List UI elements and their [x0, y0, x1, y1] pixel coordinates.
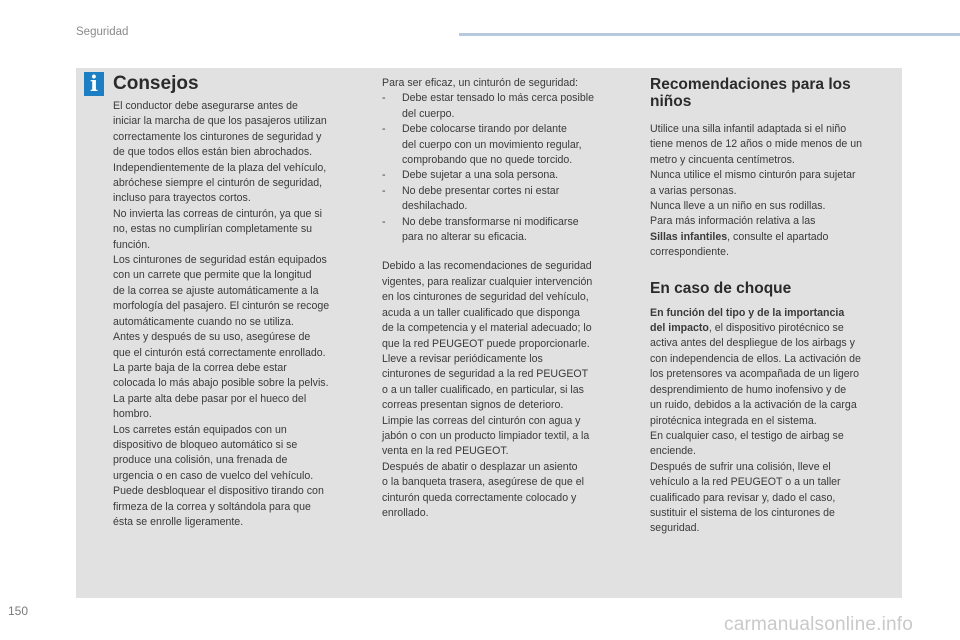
text-line: sustituir el sistema de los cinturones de — [650, 506, 835, 519]
eficaz-intro: Para ser eficaz, un cinturón de seguridad: — [382, 77, 579, 89]
cross-reference — [650, 230, 902, 245]
text-line: firmeza de la correa y soltándola para que — [113, 500, 311, 513]
text-line: cualificado para revisar y, dado el caso, — [650, 491, 836, 504]
text-line: correas presentan signos de deterioro. — [382, 399, 564, 412]
text-line: que el cinturón está correctamente enrollado. — [113, 346, 326, 359]
text-line: con un carrete que permite que la longitud — [113, 269, 312, 282]
text-line: de que todos ellos están bien abrochados. — [113, 146, 313, 159]
text-line: morfología del pasajero. El cinturón se recoge — [113, 300, 330, 313]
text-line: abróchese siempre el cinturón de seguridad, — [113, 177, 323, 190]
text-line — [650, 321, 902, 336]
text-line: enrollado. — [382, 506, 429, 519]
bold-text: del impacto — [650, 322, 709, 335]
sillas-infantiles-reference: Sillas infantiles — [650, 230, 728, 243]
text-line: Limpie las correas del cinturón con agua y — [382, 414, 581, 427]
text-line: No debe presentar cortes ni estar — [402, 184, 560, 197]
text-line: pirotécnica integrada en el sistema. — [650, 414, 817, 427]
list-item — [382, 184, 632, 215]
text-line: Debe sujetar a una sola persona. — [402, 169, 559, 182]
dash-bullet: - — [382, 169, 386, 182]
text-line: enciende. — [650, 445, 696, 458]
text-line: cinturón queda correctamente colocado y — [382, 491, 577, 504]
text-line: deshilachado. — [402, 200, 468, 213]
text-line: los pretensores va acompañada de un ligero — [650, 368, 860, 381]
text-line: en los cinturones de seguridad del vehículo, — [382, 291, 589, 304]
text-line: Lleve a revisar periódicamente los — [382, 352, 543, 365]
list-item — [382, 168, 632, 183]
text-line: urgencia o en caso de vuelco del vehículo. — [113, 469, 314, 482]
text-line: que la red PEUGEOT puede proporcionarle. — [382, 337, 590, 350]
dash-bullet: - — [382, 92, 386, 105]
text-line: función. — [113, 238, 151, 251]
ninos-title-line: Recomendaciones para los — [650, 76, 851, 93]
text-line: Los carretes están equipados con un — [113, 423, 287, 436]
ninos-title — [650, 76, 902, 110]
choque-title: En caso de choque — [650, 279, 792, 297]
text-line: Para más información relativa a las — [650, 215, 816, 228]
section-header: Seguridad — [76, 26, 129, 38]
ninos-choque-body — [650, 76, 902, 537]
text-line: desprendimiento de humo inofensivo y de — [650, 383, 847, 396]
text-line: Debe estar tensado lo más cerca posible — [402, 92, 594, 105]
text-line: o a un taller cualificado, en particular, si las — [382, 383, 584, 396]
text-line: hombro. — [113, 408, 152, 421]
text-line: vigentes, para realizar cualquier intervención — [382, 275, 593, 288]
text-line: Nunca lleve a un niño en sus rodillas. — [650, 200, 826, 213]
text-line: o la banqueta trasera, asegúrese de que el — [382, 476, 585, 489]
text-line: En cualquier caso, el testigo de airbag se — [650, 429, 844, 442]
text-line: Después de sufrir una colisión, lleve el — [650, 460, 831, 473]
text-line: automáticamente cuando no se utiliza. — [113, 315, 294, 328]
text-line: No debe transformarse ni modificarse — [402, 215, 579, 228]
ninos-title-line: niños — [650, 93, 692, 110]
text-line: comprobando que no quede torcido. — [402, 154, 573, 167]
text-line: colocada lo más abajo posible sobre la pelvis. — [113, 377, 329, 390]
text-line: activa antes del despliegue de los airbags y — [650, 337, 855, 350]
dash-bullet: - — [382, 215, 386, 228]
eficaz-body — [382, 76, 632, 521]
text-line: no, estas no cumplirían completamente su — [113, 223, 313, 236]
text-line: jabón o con un producto limpiador textil, a la — [382, 429, 590, 442]
text-line: Los cinturones de seguridad están equipados — [113, 254, 327, 267]
text-line — [650, 306, 902, 321]
dash-bullet: - — [382, 123, 386, 136]
text-line: tiene menos de 12 años o mide menos de un — [650, 138, 863, 151]
consejos-title: Consejos — [113, 73, 199, 94]
text-line: Antes y después de su uso, asegúrese de — [113, 331, 311, 344]
text-line: incluso para trayectos cortos. — [113, 192, 251, 205]
page-number: 150 — [8, 604, 29, 618]
text-line: vehículo a la red PEUGEOT o a un taller — [650, 476, 841, 489]
header-divider-bar — [459, 33, 960, 36]
text-line: Después de abatir o desplazar un asiento — [382, 460, 578, 473]
text-line: acuda a un taller cualificado que disponga — [382, 306, 580, 319]
text-line: metro y cincuenta centímetros. — [650, 153, 795, 166]
text-line: venta en la red PEUGEOT. — [382, 445, 509, 458]
text-line: con independencia de ellos. La activación de — [650, 352, 861, 365]
info-icon: i — [84, 72, 104, 96]
text-line: dispositivo de bloqueo automático si se — [113, 438, 298, 451]
bold-text: En función del tipo y de la importancia — [650, 306, 845, 319]
text-line: seguridad. — [650, 522, 700, 535]
dash-bullet: - — [382, 184, 386, 197]
text-line: correctamente los cinturones de seguridad y — [113, 130, 322, 143]
text-line: Nunca utilice el mismo cinturón para sujetar — [650, 169, 856, 182]
list-item — [382, 122, 632, 168]
text-line: La parte baja de la correa debe estar — [113, 361, 287, 374]
text-line: a varias personas. — [650, 184, 737, 197]
text-line: No invierta las correas de cinturón, ya que si — [113, 207, 323, 220]
text-line: iniciar la marcha de que los pasajeros utilizan — [113, 115, 327, 128]
text-line: para no alterar su eficacia. — [402, 231, 527, 244]
text-line: produce una colisión, una frenada de — [113, 454, 288, 467]
text-line: correspondiente. — [650, 246, 729, 259]
text-line: ésta se enrolle ligeramente. — [113, 515, 244, 528]
text-line: de la correa se ajuste automáticamente a la — [113, 284, 319, 297]
text-line: del cuerpo. — [402, 107, 455, 120]
text-line: La parte alta debe pasar por el hueco del — [113, 392, 307, 405]
text-fragment: , consulte el apartado — [727, 230, 829, 243]
text-line: Debe colocarse tirando por delante — [402, 123, 567, 136]
text-line: Puede desbloquear el dispositivo tirando con — [113, 485, 324, 498]
text-fragment: , el dispositivo pirotécnico se — [708, 322, 844, 335]
watermark: carmanualsonline.info — [724, 614, 914, 635]
text-line: de la competencia y el material adecuado; lo — [382, 322, 592, 335]
text-line: un ruido, debidos a la activación de la carga — [650, 399, 857, 412]
consejos-body — [113, 99, 363, 530]
text-line: Independientemente de la plaza del vehículo, — [113, 161, 327, 174]
text-line: cinturones de seguridad a la red PEUGEOT — [382, 368, 589, 381]
list-item — [382, 215, 632, 246]
text-line: Utilice una silla infantil adaptada si el niño — [650, 123, 847, 135]
text-line: del cuerpo con un movimiento regular, — [402, 138, 582, 151]
text-line: El conductor debe asegurarse antes de — [113, 100, 298, 112]
text-line: Debido a las recomendaciones de seguridad — [382, 260, 592, 273]
list-item — [382, 91, 632, 122]
